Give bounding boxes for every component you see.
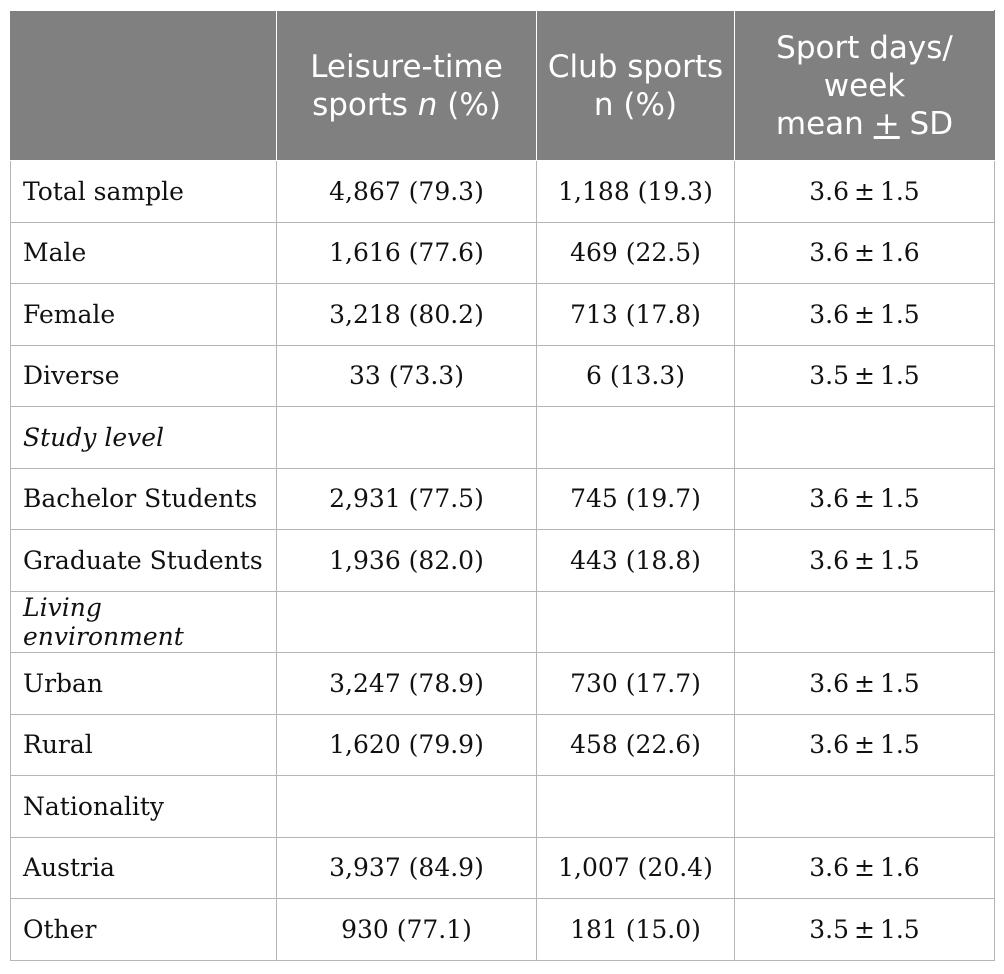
club-value: 745 (19.7)	[537, 468, 735, 530]
empty-cell	[277, 407, 537, 469]
days-value: 3.5 ± 1.5	[735, 899, 995, 961]
section-row-study-level	[11, 407, 995, 469]
club-value: 181 (15.0)	[537, 899, 735, 961]
empty-cell	[537, 776, 735, 838]
club-value: 443 (18.8)	[537, 530, 735, 592]
header-leisure-pct: (%)	[437, 86, 501, 123]
days-value: 3.6 ± 1.6	[735, 837, 995, 899]
table-row	[11, 899, 995, 961]
table-header	[11, 11, 995, 161]
section-label: Study level	[11, 407, 277, 469]
section-label: Nationality	[11, 776, 277, 838]
days-value: 3.6 ± 1.6	[735, 222, 995, 284]
row-label: Austria	[11, 837, 277, 899]
row-label: Diverse	[11, 345, 277, 407]
club-value: 469 (22.5)	[537, 222, 735, 284]
club-value: 1,007 (20.4)	[537, 837, 735, 899]
table-row	[11, 222, 995, 284]
club-value: 6 (13.3)	[537, 345, 735, 407]
header-row	[11, 11, 995, 161]
row-label: Graduate Students	[11, 530, 277, 592]
leisure-value: 33 (73.3)	[277, 345, 537, 407]
row-label: Male	[11, 222, 277, 284]
empty-cell	[735, 407, 995, 469]
leisure-value: 2,931 (77.5)	[277, 468, 537, 530]
days-value: 3.6 ± 1.5	[735, 468, 995, 530]
leisure-value: 3,247 (78.9)	[277, 653, 537, 715]
leisure-value: 1,936 (82.0)	[277, 530, 537, 592]
header-leisure-time-sports	[277, 11, 537, 161]
sports-participation-table	[10, 10, 995, 961]
club-value: 1,188 (19.3)	[537, 161, 735, 223]
days-value: 3.6 ± 1.5	[735, 653, 995, 715]
table-row	[11, 284, 995, 346]
empty-cell	[537, 591, 735, 653]
header-club-sports: Club sports n (%)	[537, 11, 735, 161]
row-label: Female	[11, 284, 277, 346]
section-row-nationality	[11, 776, 995, 838]
row-label: Urban	[11, 653, 277, 715]
table-row	[11, 653, 995, 715]
table-row	[11, 345, 995, 407]
days-value: 3.6 ± 1.5	[735, 714, 995, 776]
row-label: Total sample	[11, 161, 277, 223]
club-value: 458 (22.6)	[537, 714, 735, 776]
leisure-value: 1,620 (79.9)	[277, 714, 537, 776]
empty-cell	[735, 776, 995, 838]
days-value: 3.6 ± 1.5	[735, 161, 995, 223]
empty-cell	[735, 591, 995, 653]
table-body	[11, 161, 995, 961]
leisure-value: 930 (77.1)	[277, 899, 537, 961]
row-label: Other	[11, 899, 277, 961]
empty-cell	[537, 407, 735, 469]
table-row	[11, 837, 995, 899]
empty-cell	[277, 776, 537, 838]
section-label: Living environment	[11, 591, 277, 653]
club-value: 730 (17.7)	[537, 653, 735, 715]
table-row	[11, 161, 995, 223]
row-label: Bachelor Students	[11, 468, 277, 530]
days-value: 3.6 ± 1.5	[735, 284, 995, 346]
table-row	[11, 468, 995, 530]
leisure-value: 3,937 (84.9)	[277, 837, 537, 899]
leisure-value: 4,867 (79.3)	[277, 161, 537, 223]
header-sport-days: Sport days/ week mean + SD	[735, 11, 995, 161]
row-label: Rural	[11, 714, 277, 776]
section-row-living-environment	[11, 591, 995, 653]
table-row	[11, 714, 995, 776]
header-category	[11, 11, 277, 161]
empty-cell	[277, 591, 537, 653]
header-leisure-text: Leisure-time sports	[310, 48, 503, 123]
table-row	[11, 530, 995, 592]
club-value: 713 (17.8)	[537, 284, 735, 346]
leisure-value: 1,616 (77.6)	[277, 222, 537, 284]
header-leisure-n: n	[417, 86, 438, 123]
days-value: 3.5 ± 1.5	[735, 345, 995, 407]
leisure-value: 3,218 (80.2)	[277, 284, 537, 346]
days-value: 3.6 ± 1.5	[735, 530, 995, 592]
